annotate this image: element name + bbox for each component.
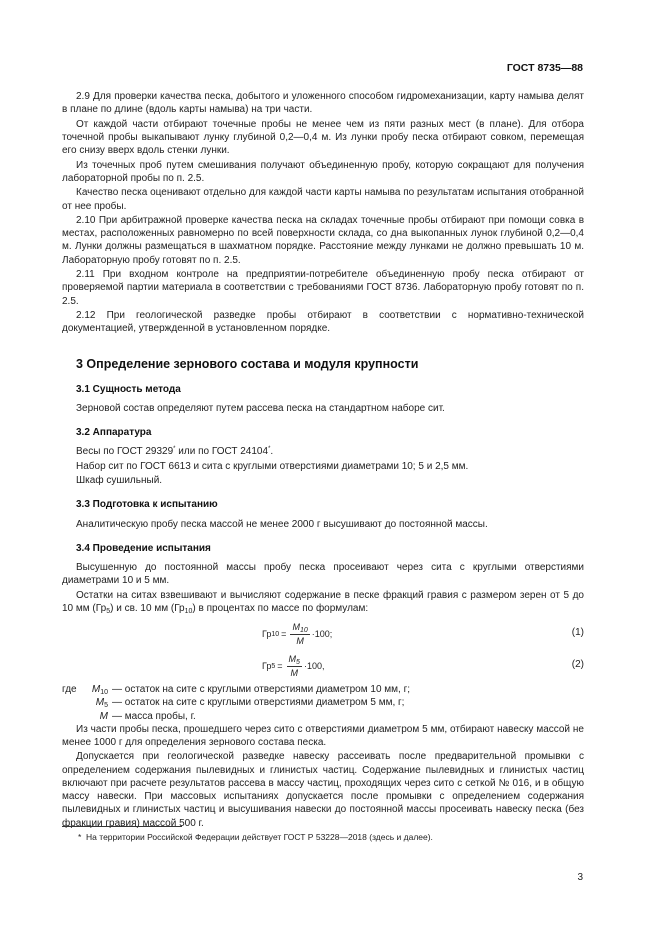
apparatus-line: Набор сит по ГОСТ 6613 и сита с круглыми отверстиями диаметрами 10; 5 и 2,5 мм. [76,460,469,472]
where-row: где $M_{10}$ — остаток на сите с круглыми отверстиями диаметром 10 мм, г; [62,684,411,697]
paragraph: Из части пробы песка, прошедшего через сито с отверстиями диаметром 5 мм, отбирают навеску массой не менее 1000 г для определения зернового состава песка. [62,723,584,748]
subsection-title: 3.2 Аппаратура [76,427,152,439]
paragraph: 2.9 Для проверки качества песка, добытого и уложенного способом гидромеханизации, карту намыва делят в плане по длине (вдоль карты намыва) на три части. [62,91,584,116]
formula-number: (2) [571,659,584,671]
apparatus-line: Шкаф сушильный. [76,475,163,487]
subsection-title: 3.4 Проведение испытания [76,542,211,554]
paragraph: 2.11 При входном контроле на предприятии-потребителе объединенную пробу песка отбирают от проверяемой партии материала в соответствии с требованиями ГОСТ 8736. Лабораторную пробу готовят по п. 2.5. [62,269,584,307]
paragraph: Остатки на ситах взвешивают и вычисляют содержание в песке фракций гравия с размером зерен от 5 до 10 мм $(Гр_5)$ и св. 10 мм $(Гр_{10})$ в процентах по массе по формулам: [62,589,584,615]
document-body [62,90,584,831]
formula-number: (1) [571,627,584,639]
paragraph: 2.12 При геологической разведке пробы отбирают в соответствии с нормативно-технической документацией, утвержденной в установленном порядке. [62,310,584,335]
paragraph: Высушенную до постоянной массы пробу песка просеивают через сита с круглыми отверстиями диаметрами 10 и 5 мм. [62,562,584,587]
where-row: M — масса пробы, г. [99,710,196,722]
paragraph: Качество песка оценивают отдельно для каждой части карты намыва по результатам испытания отобранной от нее пробы. [62,187,584,212]
paragraph: Из точечных проб путем смешивания получают объединенную пробу, которую сокращают для получения лабораторной пробы по п. 2.5. [62,159,584,184]
where-row: $M_5$ — остаток на сите с круглыми отверстиями диаметром 5 мм, г; [95,697,405,710]
formula-2: Гр 5 = $\frac{M_5}{M}$ ·100, (2) [262,654,584,679]
paragraph: Зерновой состав определяют путем рассева песка на стандартном наборе сит. [76,402,445,414]
formula-1: Гр 10 = $\frac{M_{10}}{M}$ ·100; (1) [262,622,584,647]
section-title: 3 Определение зернового состава и модуля крупности [76,357,419,372]
paragraph: От каждой части отбирают точечные пробы не менее чем из пяти разных мест (в плане). Для отбора точечной пробы выкапывают лунку глубиной 0,2—0,4 м. Из лунки пробу песка отбирают совком, перемещая его снизу вверх вдоль стенки лунки. [62,118,584,157]
subsection-title: 3.1 Сущность метода [76,383,181,395]
page-number: 3 [577,872,583,883]
footnote: * На территории Российской Федерации действует ГОСТ Р 53228—2018 (здесь и далее). [78,832,433,842]
subsection-title: 3.3 Подготовка к испытанию [76,499,218,511]
footnote-divider [62,826,182,827]
apparatus-line: Весы по ГОСТ 29329* или по ГОСТ 24104*. [76,446,274,458]
paragraph: 2.10 При арбитражной проверке качества песка на складах точечные пробы отбирают при помощи совка в местах, расположенных равномерно по всей поверхности склада, со дна выкопанных лунок глубиной 0,2—0,4 м. Лунки должны размещаться в шахматном порядке. Расстояние между лунками не должно превышать 10 м. Лабораторную пробу готовят по п. 2.5. [62,215,584,266]
paragraph: Аналитическую пробу песка массой не менее 2000 г высушивают до постоянной массы. [76,518,488,530]
standard-header: ГОСТ 8735—88 [506,62,583,74]
paragraph: Допускается при геологической разведке навеску рассеивать после предварительной промывки с определением содержания пылевидных и глинистых частиц. Содержание пылевидных и глинистых частиц включают при расчете результатов рассева в массу частиц, проходящих через сито с сеткой № 016, и в общую массу навески. При массовых испытаниях допускается после промывки с определением содержания пылевидных и глинистых частиц и высушивания навески до постоянной массы просеивать навеску песка (без фракции гравия) массой 500 г. [62,751,584,829]
